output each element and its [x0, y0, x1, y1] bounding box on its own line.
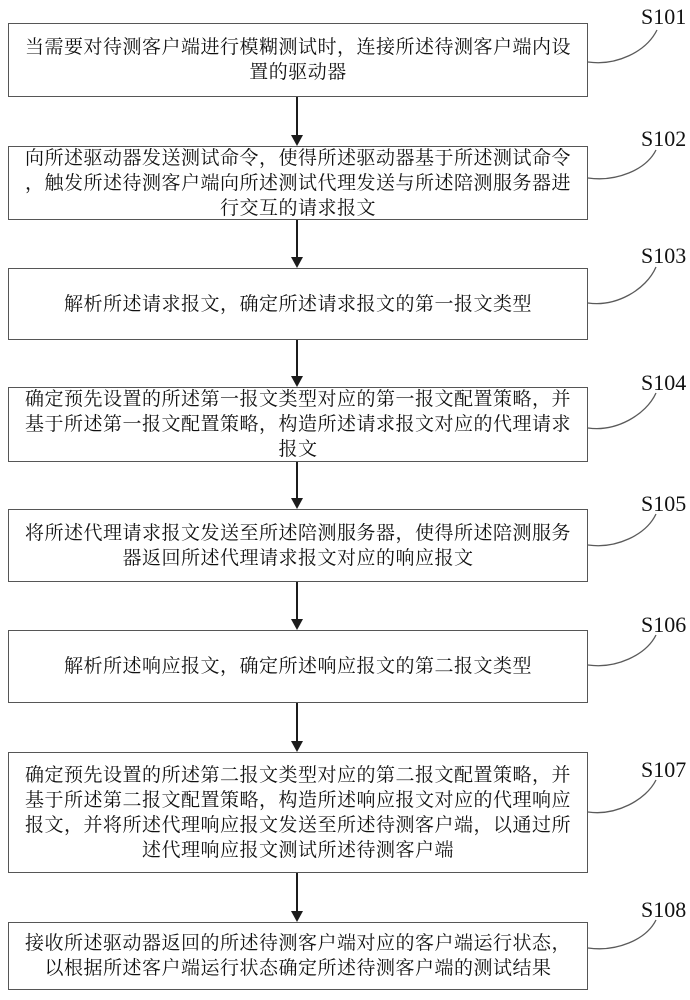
- step-label-s108: S108: [641, 897, 687, 922]
- leader-line-s105: [588, 514, 656, 546]
- step-text-line: 将所述代理请求报文发送至所述陪测服务器，使得所述陪测服务: [24, 521, 571, 544]
- flow-step-box-s106: [8, 630, 588, 703]
- flow-step-box-s107: [8, 752, 588, 873]
- flow-arrow-line: [296, 873, 298, 912]
- leader-line-s104: [588, 393, 656, 429]
- leader-line-s107: [588, 780, 656, 813]
- down-arrow-icon: [291, 741, 303, 752]
- down-arrow-icon: [291, 135, 303, 146]
- step-text-line: 确定预先设置的所述第二报文类型对应的第二报文配置策略，并: [24, 763, 571, 786]
- flow-step-box-s101: [8, 23, 588, 97]
- step-label-s106: S106: [641, 612, 687, 637]
- flow-arrow-line: [296, 462, 298, 499]
- step-text-line: 行交互的请求报文: [219, 196, 376, 219]
- flow-arrow-line: [296, 582, 298, 620]
- step-label-s101: S101: [641, 4, 687, 29]
- step-text-line: 接收所述驱动器返回的所述待测客户端对应的客户端运行状态，: [24, 932, 571, 954]
- down-arrow-icon: [291, 257, 303, 268]
- step-label-s105: S105: [641, 491, 687, 516]
- step-text-line: 基于所述第二报文配置策略，构造所述响应报文对应的代理响应: [24, 788, 571, 811]
- leader-line-s102: [588, 150, 656, 179]
- flow-step-box-s105: [8, 509, 588, 582]
- step-text-line: 解析所述响应报文，确定所述响应报文的第二报文类型: [63, 655, 532, 677]
- step-label-s104: S104: [641, 370, 687, 395]
- leader-line-s101: [588, 30, 657, 63]
- step-text-line: 报文，并将所述代理响应报文发送至所述待测客户端，以通过所: [24, 813, 571, 836]
- down-arrow-icon: [291, 911, 303, 922]
- step-label-s107: S107: [641, 757, 687, 782]
- step-text-line: 器返回所述代理请求报文对应的响应报文: [122, 546, 474, 569]
- step-text-line: ，触发所述待测客户端向所述测试代理发送与所述陪测服务器进: [24, 171, 571, 194]
- step-text-line: 解析所述请求报文，确定所述请求报文的第一报文类型: [63, 292, 532, 315]
- flow-step-box-s102: [8, 146, 588, 220]
- step-text-line: 确定预先设置的所述第一报文类型对应的第一报文配置策略，并: [24, 388, 571, 410]
- flow-step-box-s104: [8, 387, 588, 462]
- leader-line-s106: [588, 635, 656, 666]
- step-label-s102: S102: [641, 126, 687, 151]
- flow-arrow-line: [296, 340, 298, 377]
- leader-line-s103: [588, 267, 656, 304]
- step-text-line: 基于所述第一报文配置策略，构造所述请求报文对应的代理请求: [24, 413, 571, 435]
- step-text-line: 述代理响应报文测试所述待测客户端: [141, 838, 454, 861]
- flow-arrow-line: [296, 220, 298, 258]
- step-text-line: 当需要对待测客户端进行模糊测试时，连接所述待测客户端内设: [24, 36, 571, 58]
- flow-arrow-line: [296, 97, 298, 136]
- step-label-s103: S103: [641, 243, 687, 268]
- leader-line-s108: [588, 920, 656, 949]
- flow-arrow-line: [296, 703, 298, 742]
- step-text-line: 报文: [278, 438, 318, 460]
- flow-step-box-s103: [8, 268, 588, 340]
- step-text-line: 以根据所述客户端运行状态确定所述待测客户端的测试结果: [44, 957, 552, 979]
- step-text-line: 置的驱动器: [249, 61, 347, 83]
- step-text-line: 向所述驱动器发送测试命令，使得所述驱动器基于所述测试命令: [24, 146, 571, 169]
- flow-step-box-s108: [8, 922, 588, 990]
- down-arrow-icon: [291, 619, 303, 630]
- down-arrow-icon: [291, 498, 303, 509]
- down-arrow-icon: [291, 376, 303, 387]
